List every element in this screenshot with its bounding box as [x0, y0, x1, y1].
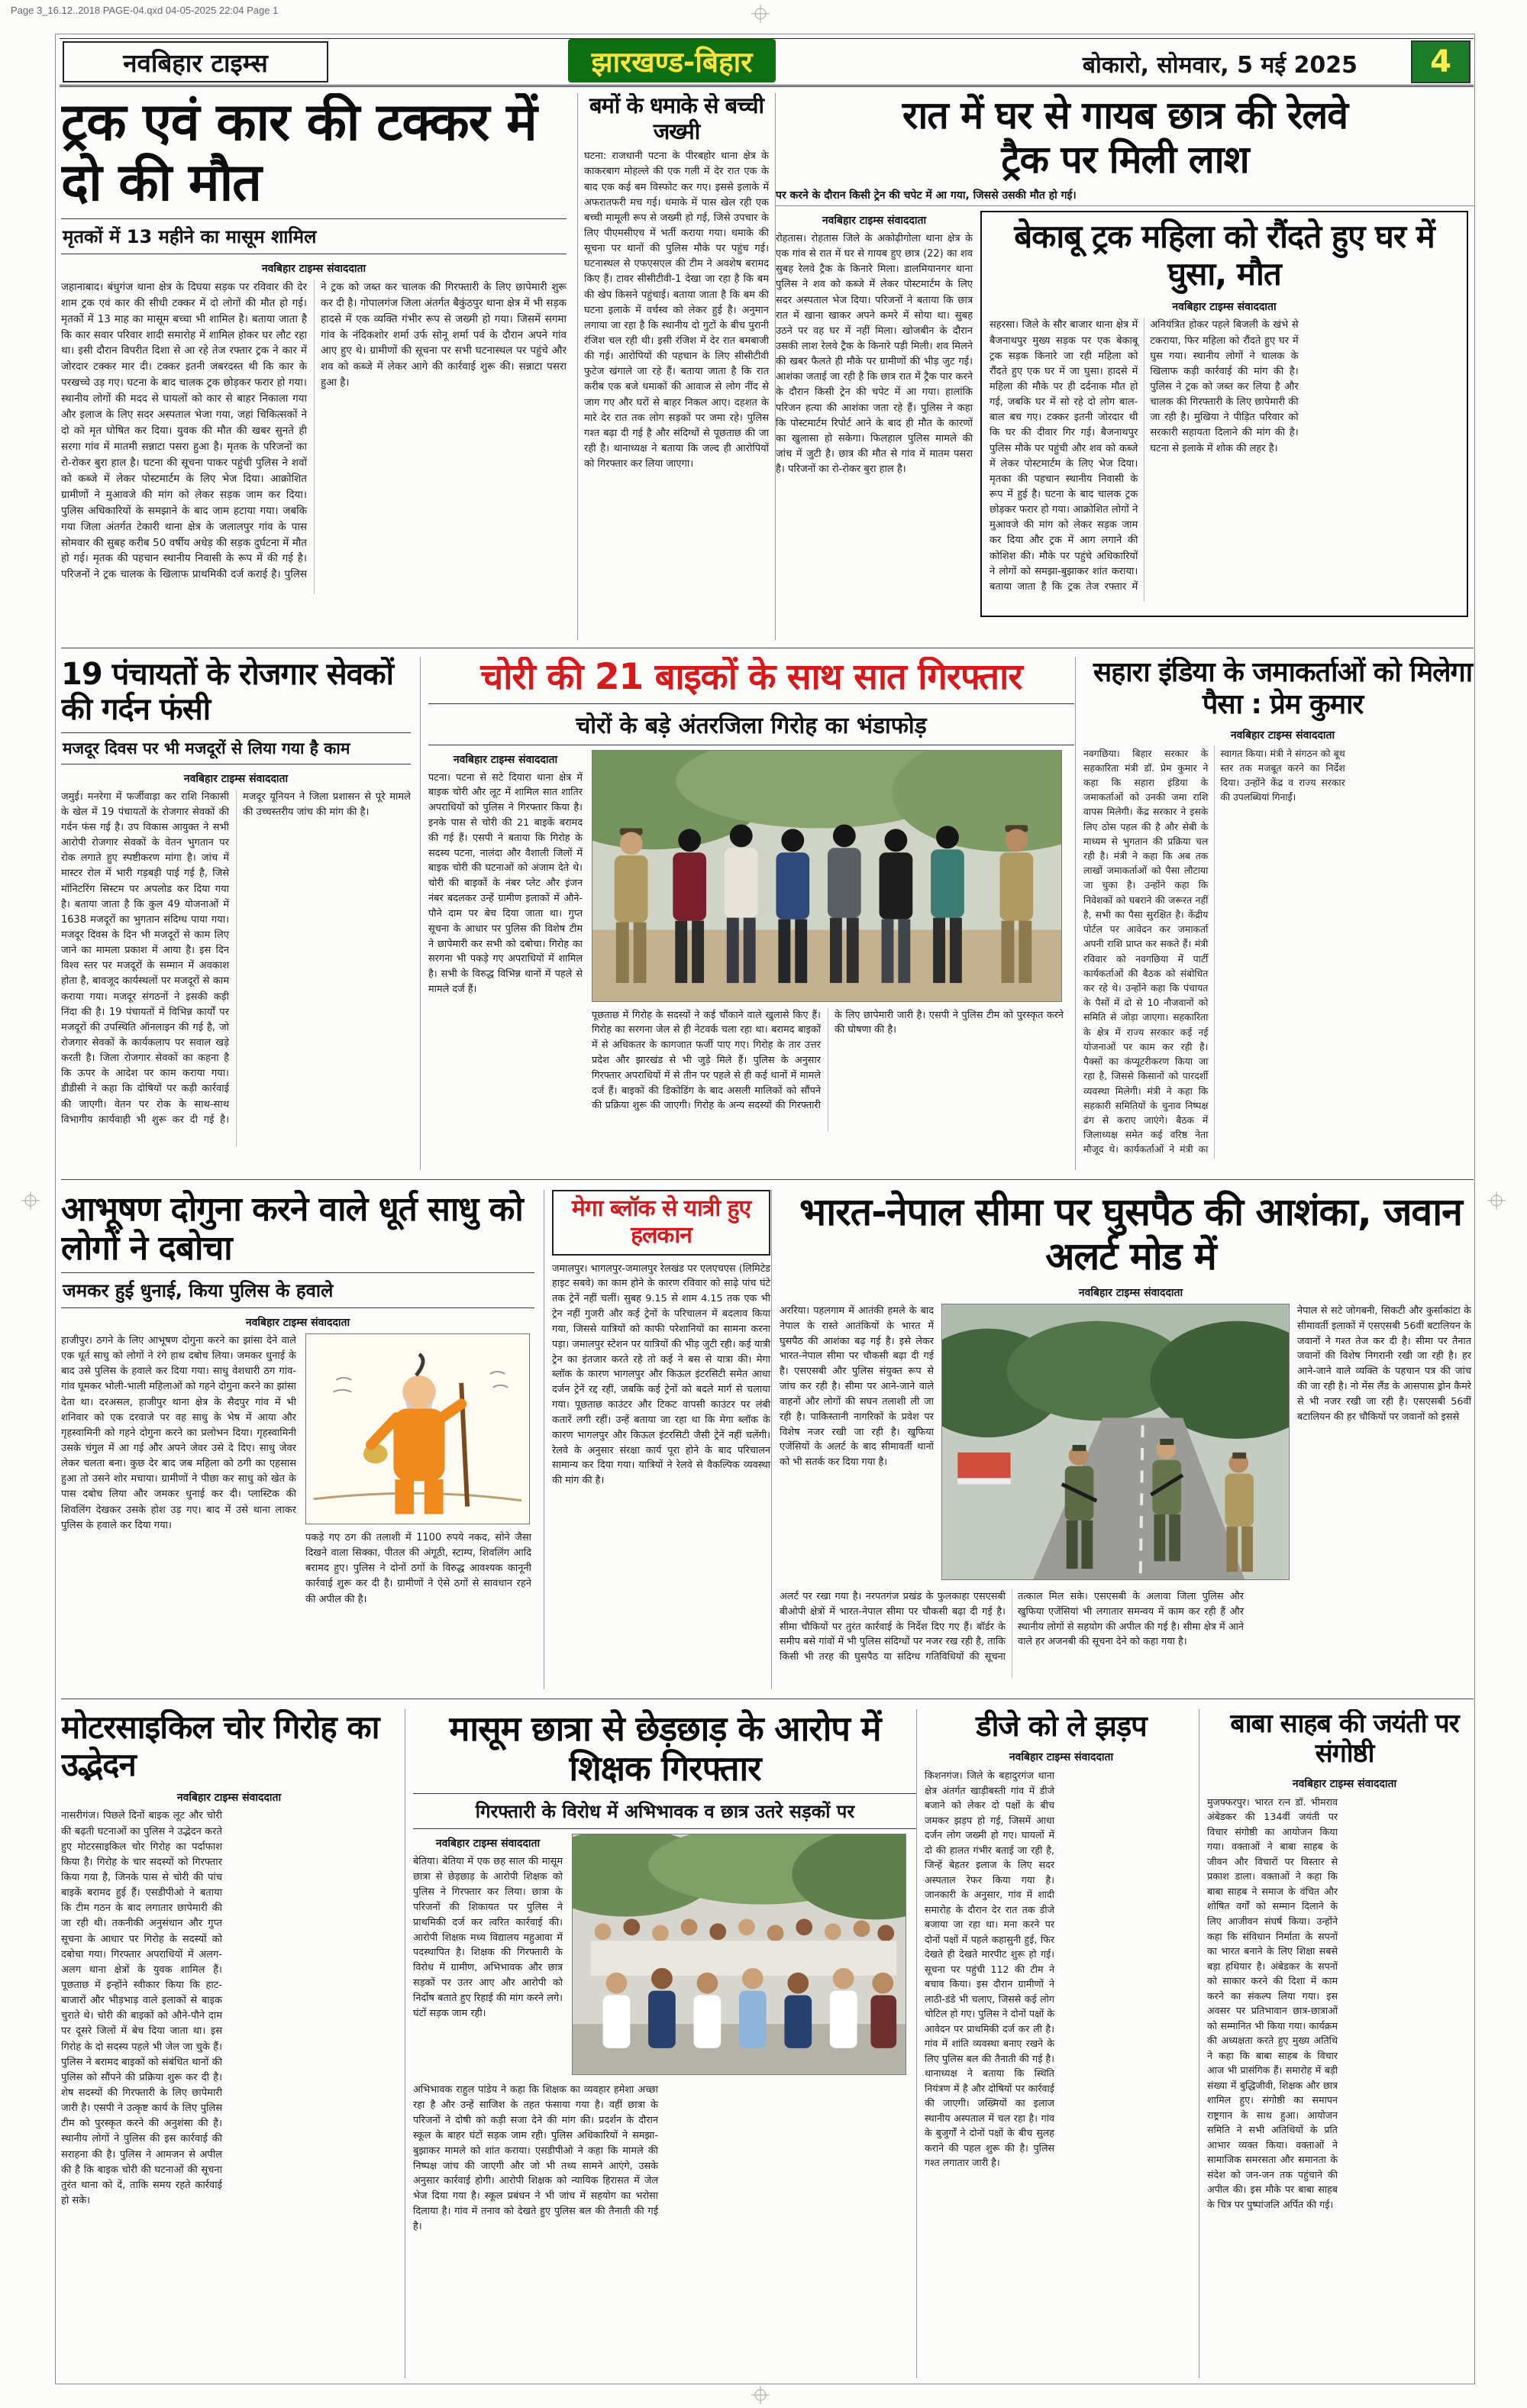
- article-body: बेतिया। बेतिया में एक छह साल की मासूम छात्रा से छेड़छाड़ के आरोपी शिक्षक को पुलिस ने गिरफ्तार कर लिया। छात्रा के परिजनों की शिकायत पर पुलिस ने प्राथमिकी दर्ज कर त्वरित कार्रवाई की। आरोपी शिक्षक मध्य विद्यालय महुआवा में पदस्थापित है। शिक्षक की गिरफ्तारी के विरोध में ग्रामीण, अभिभावक और छात्र सड़कों पर उतर आए और आरोपी को निर्दोष बताते हुए रिहाई की मांग करने लगे। घंटों सड़क जाम रही।: [413, 1856, 563, 2019]
- subheadline: गिरफ्तारी के विरोध में अभिभावक व छात्र उतरे सड़कों पर: [413, 1793, 917, 1829]
- byline: नवबिहार टाइम्स संवाददाता: [176, 1792, 282, 1805]
- headline: रात में घर से गायब छात्र की रेलवे ट्रैक पर मिली लाश: [902, 93, 1348, 182]
- article-body: रोहतास। रोहतास जिले के अकोढ़ीगोला थाना क्षेत्र के एक गांव से रात में घर से गायब हुए छात्र (22) का शव सुबह रेलवे ट्रैक के किनारे मिला। डालमियानगर थाना पुलिस ने शव को कब्जे में लेकर पोस्टमार्टम के लिए सदर अस्पताल भेज दिया। परिजनों ने बताया कि छात्र रात में खाना खाकर अपने कमरे में सोया था। सुबह उठने पर वह घर में नहीं मिला। खोजबीन के दौरान उसकी लाश रेलवे ट्रैक के किनारे पड़ी मिली। शव मिलने की खबर फैलते ही मौके पर ग्रामीणों की भीड़ जुट गई। आशंका जताई जा रही है कि छात्र रात में ट्रैक पार करने के दौरान किसी ट्रेन की चपेट में आ गया। हालांकि परिजन हत्या की आशंका जता रहे हैं। पुलिस ने कहा कि पोस्टमार्टम रिपोर्ट आने के बाद ही मौत के कारणों का खुलासा हो सकेगा। फिलहाल पुलिस मामले की जांच में जुटी है। छात्र की मौत से गांव में मातम पसरा है। परिजनों का रो-रोकर बुरा हाल है।: [776, 233, 973, 476]
- article-ambedkar-seminar: [1199, 1709, 1482, 2378]
- article-rozgar-sevak: [61, 657, 411, 1170]
- headline: मासूम छात्रा से छेड़छाड़ के आरोप में शिक्षक गिरफ्तार: [449, 1709, 881, 1789]
- byline: नवबिहार टाइम्स संवाददाता: [1172, 301, 1277, 314]
- paper-name: नवबिहार टाइम्स: [63, 41, 328, 82]
- lede-line: पर करने के दौरान किसी ट्रेन की चपेट में आ गया, जिससे उसकी मौत हो गई।: [776, 188, 1474, 206]
- article-fake-sadhu: [61, 1190, 534, 1689]
- article-body: जहानाबाद। बंधुगंज थाना क्षेत्र के दिघया सड़क पर रविवार की देर शाम ट्रक एवं कार की सीधी टक्कर में दो लोगों की मौत हो गई। मृतकों में 13 माह का मासूम बच्चा भी शामिल है। बताया जाता है कि कार सवार परिवार शादी समारोह में शामिल होकर घर लौट रहा था। इसी दौरान विपरीत दिशा से आ रहे तेज रफ्तार ट्रक ने कार में जोरदार टक्कर मार दी। टक्कर इतनी जबरदस्त थी कि कार के परखच्चे उड़ गए। घटना के बाद चालक ट्रक छोड़कर फरार हो गया। स्थानीय लोगों की मदद से घायलों को कार से बाहर निकाला गया और इलाज के लिए सदर अस्पताल भेजा गया, जहां चिकित्सकों ने दो को मृत घोषित कर दिया। युवक की मौत की खबर सुनते ही सरगा गांव में मातमी सन्नाटा पसरा हुआ है। मृतक के परिजनों का रो-रोकर बुरा हाल है। घटना की सूचना पाकर पहुंची पुलिस ने शवों को कब्जे में लेकर पोस्टमार्टम के लिए भेज दिया। आक्रोशित ग्रामीणों ने मुआवजे की मांग को लेकर सड़क जाम कर दिया। पुलिस अधिकारियों के समझाने के बाद जाम हटाया गया। जबकि गया जिला अंतर्गत टेकारी थाना क्षेत्र के जलालपुर गांव के पास सोमवार की सुबह करीब 50 वर्षीय अधेड़ की सड़क दुर्घटना में मौत हो गई। मृतक की पहचान स्थानीय निवासी के रूप में की गई है। परिजनों ने ट्रक चालक के खिलाफ प्राथमिकी दर्ज कराई है। पुलिस ने ट्रक को जब्त कर चालक की गिरफ्तारी के लिए छापेमारी शुरू कर दी है। गोपालगंज जिला अंतर्गत बैकुंठपुर थाना क्षेत्र में भी सड़क हादसे में एक व्यक्ति गंभीर रूप से जख्मी हो गया। जिसमें सगमा गांव के नंदिकशोर शर्मा उर्फ सोनू शर्मा पर्व के दौरान अपने गांव आए हुए थे। ग्रामीणों की सूचना पर सभी घटनास्थल पर पहुंचे और शव को कब्जे में लेकर आगे की कार्रवाई शुरू की। सन्नाटा पसरा हुआ है।: [61, 280, 567, 581]
- article-body-continued: पकड़े गए ठग की तलाशी में 1100 रुपये नकद, सोने जैसा दिखने वाला सिक्का, पीतल की अंगूठी, स्टाम्प, शिवलिंग आदि बरामद हुए। पुलिस ने दोनों ठगों के विरुद्ध आवश्यक कानूनी कार्रवाई शुरू कर दी है। ग्रामीणों ने ऐसे ठगों से सावधान रहने की अपील की है।: [305, 1532, 531, 1605]
- article-body: जमुई। मनरेगा में फर्जीवाड़ा कर राशि निकासी के खेल में 19 पंचायतों के रोजगार सेवकों की गर्दन फंस गई है। उप विकास आयुक्त ने सभी आरोपी रोजगार सेवकों के वेतन भुगतान पर रोक लगाते हुए स्पष्टीकरण मांगा है। जांच में मास्टर रोल में भारी गड़बड़ी पाई गई है, जिसे मॉनिटरिंग सिस्टम पर अपलोड कर दिया गया है। बताया जाता है कि कुल 49 योजनाओं में 1638 मजदूरों का भुगतान संदिग्ध पाया गया। मजदूर दिवस के दिन भी मजदूरों से काम लिए जाने का मामला प्रकाश में आया है। इस दिन विश्व स्तर पर मजदूरों के सम्मान में अवकाश होता है, बावजूद कार्यस्थलों पर मजदूरों से काम कराया गया। मजदूर संगठनों ने इसकी कड़ी निंदा की है। 19 पंचायतों में विभिन्न कार्यों पर मजदूरों की उपस्थिति ऑनलाइन की गई है, जो रोजगार सेवकों के कार्यकलाप पर सवाल खड़े करती है। जिला रोजगार सेवकों का कहना है कि ऊपर के आदेश पर काम कराया गया। डीडीसी ने कहा कि दोषियों पर कड़ी कार्रवाई की जाएगी। वेतन पर रोक के साथ-साथ विभागीय कार्यवाही भी शुरू कर दी गई है। मजदूर यूनियन ने जिला प्रशासन से पूरे मामले की उच्चस्तरीय जांच की मांग की है।: [61, 790, 411, 1126]
- article-dj-clash: [916, 1709, 1198, 2378]
- print-info-line: Page 3_16.12..2018 PAGE-04.qxd 04-05-2025 22:04 Page 1: [11, 5, 279, 16]
- article-body-right: नेपाल से सटे जोगबनी, सिकटी और कुर्साकांटा के सीमावर्ती इलाकों में एसएसबी 56वीं बटालियन के जवानों ने गश्त तेज कर दी है। सीमा पर तैनात जवानों की विशेष निगरानी रखी जा रही है। हर आने-जाने वाले व्यक्ति के पहचान पत्र की जांच की जा रही है। नो मेंस लैंड के आसपास ड्रोन कैमरे से भी नजर रखी जा रही है। एसएसबी 56वीं बटालियन की हर चौकियों पर जवानों को इससे: [1297, 1305, 1471, 1423]
- byline: नवबिहार टाइम्स संवाददाता: [245, 1317, 350, 1330]
- article-body-left: अररिया। पहलगाम में आतंकी हमले के बाद नेपाल के रास्ते आतंकियों के भारत में घुसपैठ की आशंका बढ़ गई है। इसे लेकर भारत-नेपाल सीमा पर चौकसी बढ़ा दी गई है। एसएसबी और पुलिस संयुक्त रूप से जांच कर रही है। सीमा पर आने-जाने वाले वाहनों और लोगों की सघन तलाशी ली जा रही है। पाकिस्तानी नागरिकों के प्रवेश पर विशेष नजर रखी जा रही है। खुफिया एजेंसियों के अलर्ट के बाद सीमावर्ती थानों को भी सतर्क कर दिया गया है।: [780, 1305, 934, 1469]
- article-teacher-arrest: [405, 1709, 917, 2378]
- headline: बेकाबू ट्रक महिला को रौंदते हुए घर में घुसा, मौत: [1014, 218, 1435, 293]
- byline: नवबिहार टाइम्स संवाददाता: [183, 772, 289, 785]
- article-body: हाजीपुर। ठगने के लिए आभूषण दोगुना करने का झांसा देने वाले एक धूर्त साधु को लोगों ने रंगे हाथ दबोच लिया। जमकर धुनाई के बाद उसे पुलिस के हवाले कर दिया गया। साधु वेशधारी ठग गांव-गांव घूमकर भोली-भाली महिलाओं को गहने दोगुना करने का झांसा देता था। दरअसल, हाजीपुर थाना क्षेत्र के सैदपुर गांव में भी शनिवार को एक दरवाजे पर वह साधु के भेष में आया और गृहस्वामिनी को गहने दोगुना करने का प्रलोभन दिया। गृहस्वामिनी उसके चंगुल में आ गई और अपने जेवर उसे दे दिए। साधु जेवर लेकर चलता बना। कुछ देर बाद जब महिला को ठगी का एहसास हुआ तो उसने शोर मचाया। ग्रामीणों ने पीछा कर साधु को खेत के पास दबोच लिया और जमकर धुनाई कर दी। प्लास्टिक की शिवलिंग देखकर उसके होश उड़ गए। बाद में उसे थाना लाकर पुलिस के हवाले कर दिया गया।: [61, 1335, 296, 1531]
- article-railway-track-body: [776, 93, 1474, 640]
- masthead: [60, 38, 1474, 87]
- headline: 19 पंचायतों के रोजगार सेवकों की गर्दन फंसी: [61, 657, 393, 728]
- page-number: 4: [1411, 40, 1471, 83]
- article-body: सहरसा। जिले के सौर बाजार थाना क्षेत्र में बैजनाथपुर मुख्य सड़क पर एक बेकाबू ट्रक सड़क किनारे जा रही महिला को रौंदते हुए एक घर में जा घुसा। हादसे में महिला की मौके पर ही दर्दनाक मौत हो गई, जबकि घर में सो रहे दो लोग बाल-बाल बच गए। टक्कर इतनी जोरदार थी कि घर की दीवार गिर गई। बैजनाथपुर पुलिस मौके पर पहुंची और शव को कब्जे में लेकर पोस्टमार्टम के लिए भेज दिया। मृतका की पहचान स्थानीय निवासी के रूप में हुई है। घटना के बाद चालक ट्रक छोड़कर फरार हो गया। आक्रोशित लोगों ने मुआवजे की मांग को लेकर सड़क जाम कर दिया और ट्रक में आग लगाने की कोशिश की। मौके पर पहुंचे अधिकारियों ने लोगों को समझा-बुझाकर शांत कराया। बताया जाता है कि ट्रक तेज रफ्तार में अनियंत्रित होकर पहले बिजली के खंभे से टकराया, फिर महिला को रौंदते हुए घर में घुस गया। स्थानीय लोगों ने चालक के खिलाफ कड़ी कार्रवाई की मांग की है। पुलिस ने ट्रक को जब्त कर लिया है और चालक की गिरफ्तारी के लिए छापेमारी की जा रही है। मुखिया ने पीड़ित परिवार को सरकारी सहायता दिलाने की मांग की है। घटना से इलाके में शोक की लहर है।: [989, 319, 1299, 593]
- article-body-continued: पूछताछ में गिरोह के सदस्यों ने कई चौंकाने वाले खुलासे किए हैं। गिरोह का सरगना जेल से ही नेटवर्क चला रहा था। बरामद बाइकों में से अधिकतर के कागजात फर्जी पाए गए। गिरोह के तार उत्तर प्रदेश और झारखंड से भी जुड़े मिले हैं। पुलिस के अनुसार गिरफ्तार अपराधियों में से तीन पर पहले से ही कई थानों में मामले दर्ज हैं। बाइकों की डिकोडिंग के बाद असली मालिकों को सौंपने की प्रक्रिया शुरू की जाएगी। गिरोह के अन्य सदस्यों की गिरफ्तारी के लिए छापेमारी जारी है। एसपी ने पुलिस टीम को पुरस्कृत करने की घोषणा की है।: [592, 1009, 1064, 1112]
- byline: नवबिहार टाइम्स संवाददाता: [453, 753, 558, 766]
- byline: नवबिहार टाइम्स संवाददाता: [435, 1838, 541, 1850]
- registration-mark: [1487, 1191, 1506, 1210]
- subheadline: चोरों के बड़े अंतरजिला गिरोह का भंडाफोड़: [428, 703, 1074, 745]
- subheadline: मजदूर दिवस पर भी मजदूरों से लिया गया है काम: [61, 732, 411, 764]
- article-body: घटना: राजधानी पटना के पीरबहोर थाना क्षेत्र के काकरबाग मोहल्ले की एक गली में देर रात एक के बाद एक कई बम विस्फोट कर गए। इससे इलाके में अफरातफरी मच गई। धमाके में पास खेल रही एक बच्ची मामूली रूप से जख्मी हो गई, जिसे उपचार के लिए पीएमसीएच में भर्ती कराया गया। धमाके की सूचना पर थानों की पुलिस मौके पर पहुंच गई। घटनास्थल से एफएसएल की टीम ने अवशेष बरामद किए हैं। टावर सीसीटीवी-1 देखा जा रहा है कि बम की खेप किसने पहुंचाई। बताया जाता है कि बम की घटना इलाके में वर्चस्व को लेकर हुई है। अनुमान लगाया जा रहा है कि स्थानीय दो गुटों के बीच पुरानी रंजिश चल रही थी। इसी रंजिश में देर रात बमबाजी की गई। आरोपियों की पहचान के लिए सीसीटीवी फुटेज खंगाले जा रहे हैं। बताया जाता है कि रात करीब एक बजे धमाकों की आवाज से लोग नींद से जाग गए और घरों से बाहर निकल आए। दहशत के मारे देर रात तक लोग सड़कों पर जमा रहे। पुलिस गश्त बढ़ा दी गई है और संदिग्धों से पूछताछ की जा रही है। थानाध्यक्ष ने बताया कि जल्द ही आरोपियों को गिरफ्तार कर लिया जाएगा।: [584, 150, 769, 470]
- headline: भारत-नेपाल सीमा पर घुसपैठ की आशंका, जवान अलर्ट मोड में: [799, 1190, 1462, 1278]
- headline: मेगा ब्लॉक से यात्री हुए हलकान: [571, 1195, 751, 1249]
- article-truck-into-house: [980, 211, 1468, 617]
- article-sahara-india: [1075, 657, 1482, 1170]
- registration-mark: [751, 5, 770, 23]
- headline: सहारा इंडिया के जमाकर्ताओं को मिलेगा पैसा : प्रेम कुमार: [1093, 657, 1473, 720]
- article-body: मुजफ्फरपुर। भारत रत्न डॉ. भीमराव अंबेडकर की 134वीं जयंती पर विचार संगोष्ठी का आयोजन किया गया। वक्ताओं ने बाबा साहब के जीवन और विचारों पर विस्तार से प्रकाश डाला। वक्ताओं ने कहा कि बाबा साहब ने समाज के वंचित और शोषित वर्गों को सम्मान दिलाने के लिए आजीवन संघर्ष किया। उन्होंने कहा कि संविधान निर्माता के सपनों का भारत बनाने के लिए शिक्षा सबसे बड़ा हथियार है। अंबेडकर के सपनों को साकार करने की दिशा में काम करने का संकल्प लिया गया। इस अवसर पर प्रतिभावान छात्र-छात्राओं को सम्मानित भी किया गया। कार्यक्रम की अध्यक्षता करते हुए मुख्य अतिथि ने कहा कि बाबा साहब के विचार आज भी प्रासंगिक हैं। समारोह में बड़ी संख्या में बुद्धिजीवी, शिक्षक और छात्र शामिल हुए। संगोष्ठी का समापन राष्ट्रगान के साथ हुआ। आयोजन समिति ने सभी अतिथियों के प्रति आभार व्यक्त किया। वक्ताओं ने सामाजिक समरसता और समानता के संदेश को जन-जन तक पहुंचाने की अपील की। इस मौके पर बाबा साहब के चित्र पर पुष्पांजलि अर्पित की गई।: [1207, 1795, 1338, 2210]
- article-body: किशनगंज। जिले के बहादुरगंज थाना क्षेत्र अंतर्गत खाड़ीबस्ती गांव में डीजे बजाने को लेकर दो पक्षों के बीच जमकर झड़प हो गई, जिसमें आधा दर्जन लोग जख्मी हो गए। घायलों में दो की हालत गंभीर बताई जा रही है, जिन्हें बेहतर इलाज के लिए सदर अस्पताल रेफर किया गया है। जानकारी के अनुसार, गांव में शादी समारोह के दौरान देर रात तक डीजे बजाया जा रहा था। मना करने पर दोनों पक्षों में पहले कहासुनी हुई, फिर देखते ही देखते मारपीट शुरू हो गई। सूचना पर पहुंची 112 की टीम ने बचाव किया। इस दौरान ग्रामीणों ने लाठी-डंडे भी चलाए, जिससे कई लोग चोटिल हो गए। पुलिस ने दोनों पक्षों के आवेदन पर प्राथमिकी दर्ज कर ली है। गांव में शांति व्यवस्था बनाए रखने के लिए पुलिस बल की तैनाती की गई है। थानाध्यक्ष ने बताया कि स्थिति नियंत्रण में है और दोषियों पर कार्रवाई की जाएगी। जख्मियों का इलाज स्थानीय अस्पताल में चल रहा है। गांव के बुजुर्गों ने दोनों पक्षों के बीच सुलह कराने की पहल शुरू की है। पुलिस गश्त लगातार जारी है।: [925, 1770, 1054, 2169]
- headline: मोटरसाइकिल चोर गिरोह का उद्भेदन: [61, 1709, 379, 1783]
- headline: बाबा साहब की जयंती पर संगोष्ठी: [1230, 1709, 1459, 1770]
- article-body-continued: अभिभावक राहुल पांडेय ने कहा कि शिक्षक का व्यवहार हमेशा अच्छा रहा है और उन्हें साजिश के तहत फंसाया गया है। वहीं छात्रा के परिजनों ने दोषी को कड़ी सजा देने की मांग की। प्रदर्शन के दौरान स्कूल के बाहर घंटों सड़क जाम रही। पुलिस अधिकारियों ने समझा-बुझाकर मामले को शांत कराया। एसडीपीओ ने कहा कि मामले की निष्पक्ष जांच की जाएगी और जो भी तथ्य सामने आएंगे, उसके अनुसार कार्रवाई होगी। आरोपी शिक्षक को न्यायिक हिरासत में जेल भेज दिया गया है। स्कूल प्रबंधन ने भी जांच में सहयोग का भरोसा दिलाया है। गांव में तनाव को देखते हुए पुलिस बल की तैनाती की गई है।: [413, 2084, 658, 2232]
- photo-protest-crowd: [572, 1834, 906, 2075]
- article-body: पटना। पटना से सटे दियारा थाना क्षेत्र में बाइक चोरी और लूट में शामिल सात शातिर अपराधियों को पुलिस ने गिरफ्तार किया है। इनके पास से चोरी की 21 बाइकें बरामद की गई हैं। एसपी ने बताया कि गिरोह के सदस्य पटना, नालंदा और वैशाली जिलों में बाइक चोरी की घटनाओं को अंजाम देते थे। चोरी की बाइकों के नंबर प्लेट और इंजन नंबर बदलकर उन्हें ग्रामीण इलाकों में औने-पौने दाम पर बेच दिया जाता था। गुप्त सूचना के आधार पर पुलिस की विशेष टीम ने छापेमारी कर सभी को दबोचा। गिरोह का सरगना भी पकड़े गए अपराधियों में शामिल है। सभी के विरुद्ध विभिन्न थानों में पहले से मामले दर्ज हैं।: [428, 771, 583, 996]
- registration-mark: [21, 1191, 40, 1210]
- registration-mark: [751, 2386, 770, 2404]
- photo-border-patrol: [941, 1304, 1290, 1580]
- byline: नवबिहार टाइम्स संवाददाता: [1078, 1287, 1183, 1299]
- headline: बमों के धमाके से बच्ची जख्मी: [589, 93, 764, 144]
- masthead-dateline: बोकारो, सोमवार, 5 मई 2025: [1082, 52, 1358, 79]
- article-truck-car-collision: [61, 93, 567, 640]
- article-bomb-blast: [577, 93, 776, 640]
- section-divider: [61, 1179, 1474, 1180]
- byline: नवबिहार टाइम्स संवाददाता: [822, 215, 927, 227]
- byline: नवबिहार टाइम्स संवाददाता: [1292, 1777, 1397, 1790]
- subheadline: मृतकों में 13 महीने का मासूम शामिल: [61, 218, 567, 254]
- edition-banner: झारखण्ड-बिहार: [568, 39, 776, 82]
- article-body: नवगछिया। बिहार सरकार के सहकारिता मंत्री डॉ. प्रेम कुमार ने कहा कि सहारा इंडिया के जमाकर्ताओं को उनकी जमा राशि वापस मिलेगी। केंद्र सरकार ने इसके लिए ठोस पहल की है और सेबी के माध्यम से भुगतान की प्रक्रिया चल रही है। मंत्री ने कहा कि अब तक लाखों जमाकर्ताओं को पैसा लौटाया जा चुका है। उन्होंने कहा कि निवेशकों को घबराने की जरूरत नहीं है, सभी का पैसा सुरक्षित है। केंद्रीय पोर्टल पर आवेदन कर जमाकर्ता अपनी राशि प्राप्त कर सकते हैं। मंत्री रविवार को नवगछिया में पार्टी कार्यकर्ताओं की बैठक को संबोधित कर रहे थे। उन्होंने कहा कि पंचायत के पैसों में दो से 10 नौजवानों को समिति से जोड़ा जाएगा। सहकारिता के क्षेत्र में राज्य सरकार कई नई योजनाओं पर काम कर रही है। पैक्सों का कंप्यूटरीकरण किया जा रहा है, जिससे किसानों को पारदर्शी व्यवस्था मिलेगी। मंत्री ने कहा कि सहकारी समितियों के चुनाव निष्पक्ष ढंग से कराए जाएंगे। बैठक में जिलाध्यक्ष समेत कई वरिष्ठ नेता मौजूद थे। कार्यकर्ताओं ने मंत्री का स्वागत किया। मंत्री ने संगठन को बूथ स्तर तक मजबूत करने का निर्देश दिया। उन्होंने केंद्र व राज्य सरकार की उपलब्धियां गिनाईं।: [1083, 747, 1345, 1156]
- headline: चोरी की 21 बाइकों के साथ सात गिरफ्तार: [480, 657, 1022, 698]
- byline: नवबिहार टाइम्स संवाददाता: [1230, 729, 1335, 742]
- article-border-alert: [771, 1190, 1482, 1689]
- byline: नवबिहार टाइम्स संवाददाता: [261, 262, 366, 275]
- article-bike-gang: [61, 1709, 397, 2378]
- photo-arrested-gang: [592, 750, 1062, 1002]
- boxed-headline: [552, 1190, 770, 1256]
- headline: आभूषण दोगुना करने वाले धूर्त साधु को लोगों ने दबोचा: [61, 1190, 523, 1269]
- article-body: जमालपुर। भागलपुर-जमालपुर रेलखंड पर एलएचएस (लिमिटेड हाइट सबवे) का काम होने के कारण रविवार को साढ़े पांच घंटे तक ट्रेनें नहीं चलीं। सुबह 9.15 से शाम 4.15 तक एक भी ट्रेन नहीं गुजरी और कई ट्रेनों के परिचालन में बदलाव किया गया, जिससे यात्रियों को काफी परेशानियों का सामना करना पड़ा। जमालपुर स्टेशन पर यात्रियों की भीड़ जुटी रही। कई यात्री ट्रेन का इंतजार करते रहे तो कई ने बस से यात्रा की। मेगा ब्लॉक के कारण भागलपुर और किऊल इंटरसिटी समेत आधा दर्जन ट्रेनें रद्द रहीं, जबकि कई ट्रेनों को बदले मार्ग से चलाया गया। पूछताछ काउंटर और टिकट वापसी काउंटर पर लंबी कतारें लगी रहीं। उन्हें बताया जा रहा था कि मेगा ब्लॉक के कारण भागलपुर और किऊल इंटरसिटी जैसी ट्रेनें नहीं चलेंगी। रेलवे के अनुसार संरक्षा कार्य पूरा होने के बाद परिचालन सामान्य कर दिया गया। यात्रियों ने रेलवे से वैकल्पिक व्यवस्था की मांग की है।: [552, 1262, 770, 1487]
- headline: ट्रक एवं कार की टक्कर में दो की मौत: [61, 93, 537, 213]
- article-body-bottom: अलर्ट पर रखा गया है। नरपतगंज प्रखंड के फुलकाहा एसएसबी बीओपी क्षेत्रों में भारत-नेपाल सीमा पर चौकसी बढ़ा दी गई है। सीमा चौकियों पर तुरंत कार्रवाई के निर्देश दिए गए हैं। बॉर्डर के समीप बसे गांवों में भी पुलिस संदिग्धों पर नजर रख रही है, ताकि किसी भी तरह की घुसपैठ या संदिग्ध गतिविधियों की सूचना तत्काल मिल सके। एसएसबी के अलावा जिला पुलिस और खुफिया एजेंसियां भी लगातार समन्वय में काम कर रही हैं और स्थानीय लोगों से सहयोग की अपील की गई है। सीमा क्षेत्र में आने वाले हर अजनबी की सूचना देने को कहा गया है।: [780, 1591, 1244, 1663]
- headline: डीजे को ले झड़प: [976, 1709, 1147, 1743]
- article-mega-block: [544, 1190, 770, 1689]
- subheadline: जमकर हुई धुनाई, किया पुलिस के हवाले: [61, 1272, 534, 1308]
- byline: नवबिहार टाइम्स संवाददाता: [1009, 1751, 1114, 1764]
- illustration-sadhu-cartoon: [305, 1333, 530, 1524]
- article-stolen-bikes: [420, 657, 1074, 1170]
- article-body: नासरीगंज। पिछले दिनों बाइक लूट और चोरी की बढ़ती घटनाओं का पुलिस ने उद्भेदन करते हुए मोटरसाइकिल चोर गिरोह का पर्दाफाश किया है। गिरोह के चार सदस्यों को गिरफ्तार किया गया है, जिनके पास से चोरी की पांच बाइकें बरामद हुई हैं। एसडीपीओ ने बताया कि टीम गठन के बाद लगातार छापेमारी की जा रही थी। तकनीकी अनुसंधान और गुप्त सूचना के आधार पर गिरोह के सदस्यों को दबोचा गया। गिरफ्तार अपराधियों में अलग-अलग थाना क्षेत्रों के युवक शामिल हैं। पूछताछ में इन्होंने स्वीकार किया कि हाट-बाजारों और भीड़भाड़ वाले इलाकों से बाइक चुराते थे। चोरी की बाइकों को औने-पौने दाम पर दूसरे जिलों में बेच दिया जाता था। इस गिरोह के दो सदस्य पहले भी जेल जा चुके हैं। पुलिस ने बरामद बाइकों को संबंधित थानों की पुलिस को सौंपने की प्रक्रिया शुरू कर दी है। शेष सदस्यों की गिरफ्तारी के लिए छापेमारी जारी है। एसपी ने उत्कृष्ट कार्य के लिए पुलिस टीम को पुरस्कृत करने की अनुशंसा की है। स्थानीय लोगों ने पुलिस की इस कार्रवाई की सराहना की है। पुलिस ने आमजन से अपील की है कि बाइक चोरी की घटनाओं की सूचना तुरंत थाना को दें, ताकि समय रहते कार्रवाई हो सके।: [61, 1810, 222, 2206]
